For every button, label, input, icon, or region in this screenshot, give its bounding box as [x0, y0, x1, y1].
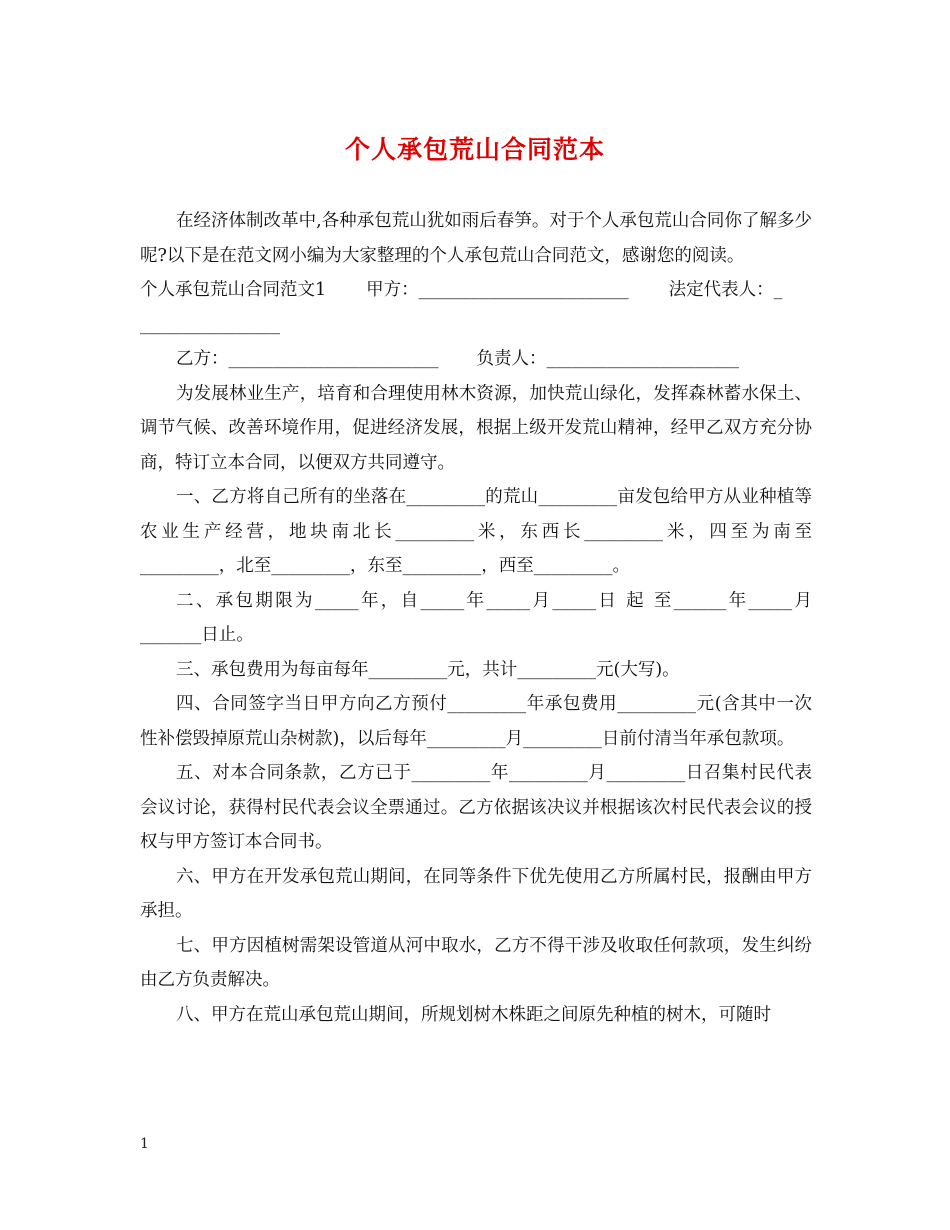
legal-representative-continuation: ________________: [140, 314, 280, 335]
responsible-person-field: 负责人：______________________: [476, 349, 739, 369]
document-title: 个人承包荒山合同范本: [344, 135, 605, 164]
party-b-line: [140, 342, 812, 377]
contract-clause-6: 六、甲方在开发承包荒山期间，在同等条件下优先使用乙方所属村民，报酬由甲方承担。: [140, 866, 812, 921]
contract-clause-8: 八、甲方在荒山承包荒山期间，所规划树木株距之间原先种植的树木，可随时: [176, 1004, 771, 1025]
legal-representative-field: 法定代表人：_: [668, 280, 783, 300]
contract-clause-7: 七、甲方因植树需架设管道从河中取水，乙方不得干涉及收取任何款项，发生纠纷由乙方负责解决。: [140, 935, 812, 990]
intro-paragraph: 在经济体制改革中,各种承包荒山犹如雨后春笋。对于个人承包荒山合同你了解多少呢?以下是在范文网小编为大家整理的个人承包荒山合同范文，感谢您的阅读。: [140, 211, 812, 266]
contract-clause-5: 五、对本合同条款，乙方已于_________年_________月_________日召集村民代表会议讨论，获得村民代表会议全票通过。乙方依据该决议并根据该次村民代表会议的授权与甲方签订本合同书。: [140, 763, 812, 852]
contract-label: 个人承包荒山合同范文1: [140, 280, 327, 300]
document-body: [140, 204, 812, 1032]
party-b-field: 乙方：________________________: [176, 349, 439, 369]
page-number: 1: [140, 1136, 149, 1152]
contract-header-line: [140, 273, 812, 308]
contract-clause-4: 四、合同签字当日甲方向乙方预付_________年承包费用_________元(含其中一次性补偿毁掉原荒山杂树款)，以后每年_________月_________日前付清当年承包款项。: [140, 694, 812, 749]
contract-clause-1: 一、乙方将自己所有的坐落在_________的荒山_________亩发包给甲方从业种植等农业生产经营，地块南北长_________米，东西长_________米，四至为南至 _________，北至_________，东至_________，西至_________。: [140, 487, 812, 576]
contract-clause-3: 三、承包费用为每亩每年_________元，共计_________元(大写)。: [176, 659, 680, 680]
party-a-field: 甲方：________________________: [366, 280, 629, 300]
contract-clause-2: 二、承包期限为_____年，自_____年_____月_____日 起 至______年_____月_______日止。: [140, 590, 812, 645]
contract-paragraph: 为发展林业生产，培育和合理使用林木资源，加快荒山绿化，发挥森林蓄水保土、调节气候、改善环境作用，促进经济发展，根据上级开发荒山精神，经甲乙双方充分协商，特订立本合同，以便双方共同遵守。: [140, 383, 812, 473]
